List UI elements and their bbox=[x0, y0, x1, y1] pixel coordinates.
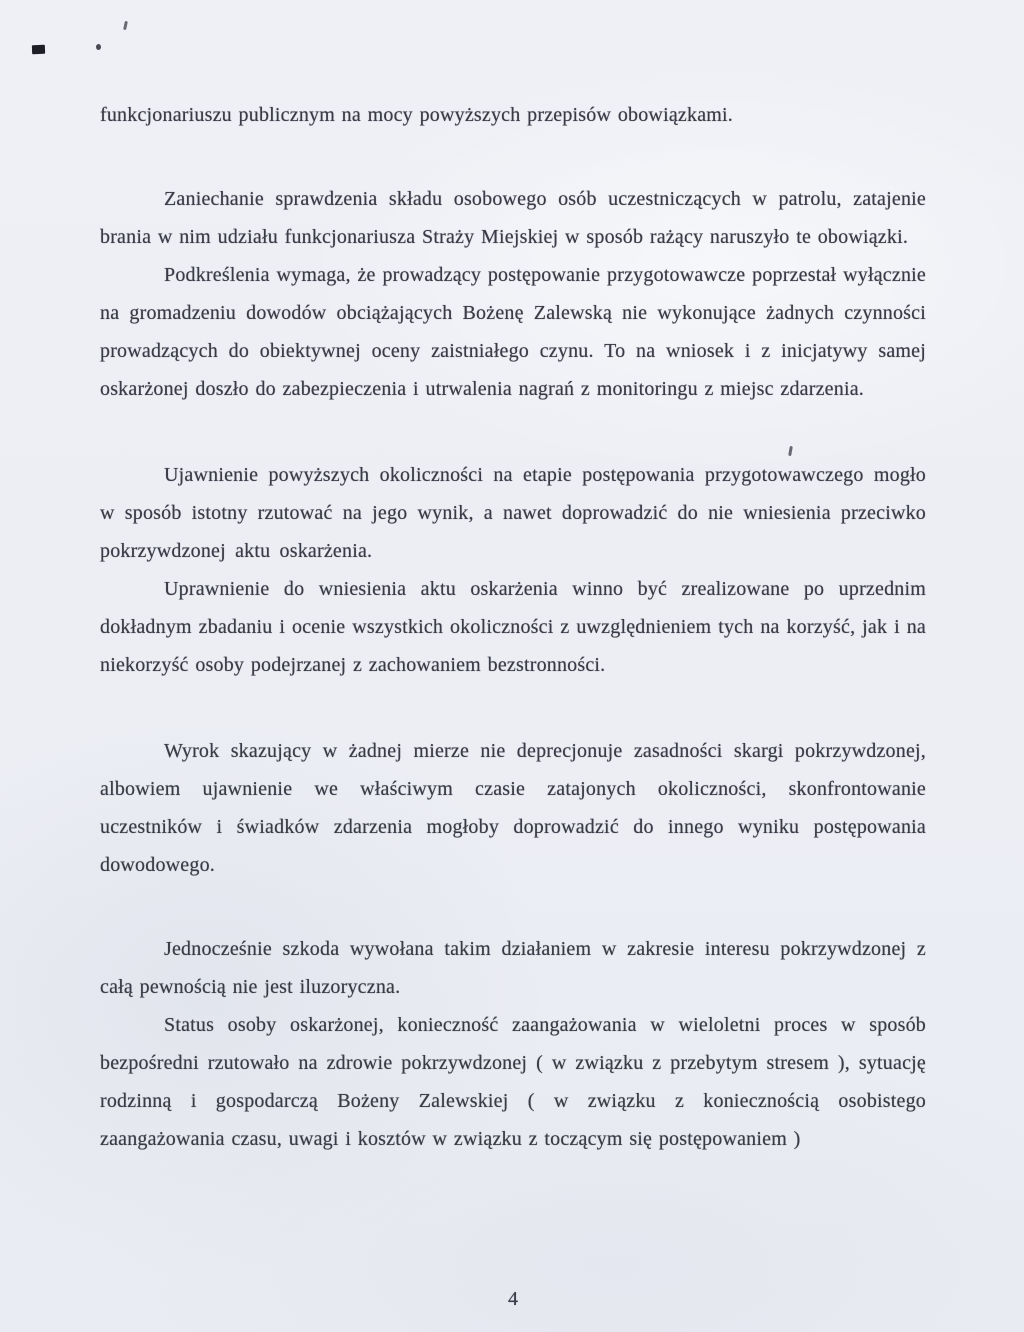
paragraph: Wyrok skazujący w żadnej mierze nie deprecjonuje zasadności skargi pokrzywdzonej, albowiem ujawnienie we właściwym czasie zatajonych okoliczności, skonfrontowanie uczestników i świadków zdarzenia mogłoby doprowadzić do innego wyniku postępowania dowodowego. bbox=[100, 740, 926, 876]
page-number: 4 bbox=[508, 1288, 518, 1310]
paragraph: Uprawnienie do wniesienia aktu oskarżenia winno być zrealizowane po uprzednim dokładnym zbadaniu i ocenie wszystkich okoliczności z uwzględnieniem tych na korzyść, jak i na niekorzyść osoby podejrzanej z zachowaniem bezstronności. bbox=[100, 578, 926, 676]
paragraph: Ujawnienie powyższych okoliczności na etapie postępowania przygotowawczego mogło w sposób istotny rzutować na jego wynik, a nawet doprowadzić do nie wniesienia przeciwko pokrzywdzonej aktu oskarżenia. bbox=[100, 464, 926, 562]
document-text-block bbox=[100, 96, 926, 1158]
paragraph: Zaniechanie sprawdzenia składu osobowego osób uczestniczących w patrolu, zatajenie brania w nim udziału funkcjonariusza Straży Miejskiej w sposób rażący naruszyło te obowiązki. bbox=[100, 188, 926, 248]
scan-artifact-tick bbox=[123, 21, 128, 30]
scan-artifact-dot bbox=[96, 44, 101, 50]
paragraph: Podkreślenia wymaga, że prowadzący postępowanie przygotowawcze poprzestał wyłącznie na gromadzeniu dowodów obciążających Bożenę Zalewską nie wykonujące żadnych czynności prowadzących do obiektywnej oceny zaistniałego czynu. To na wniosek i z inicjatywy samej oskarżonej doszło do zabezpieczenia i utrwalenia nagrań z monitoringu z miejsc zdarzenia. bbox=[100, 264, 926, 400]
paragraph: Status osoby oskarżonej, konieczność zaangażowania w wieloletni proces w sposób bezpośredni rzutowało na zdrowie pokrzywdzonej ( w związku z przebytym stresem ), sytuację rodzinną i gospodarczą Bożeny Zalewskiej ( w związku z koniecznością osobistego zaangażowania czasu, uwagi i kosztów w związku z toczącym się postępowaniem ) bbox=[100, 1014, 926, 1150]
paragraph: Jednocześnie szkoda wywołana takim działaniem w zakresie interesu pokrzywdzonej z całą pewnością nie jest iluzoryczna. bbox=[100, 938, 926, 998]
scan-artifact-mark bbox=[32, 45, 45, 54]
paragraph-continuation: funkcjonariuszu publicznym na mocy powyższych przepisów obowiązkami. bbox=[100, 104, 733, 126]
